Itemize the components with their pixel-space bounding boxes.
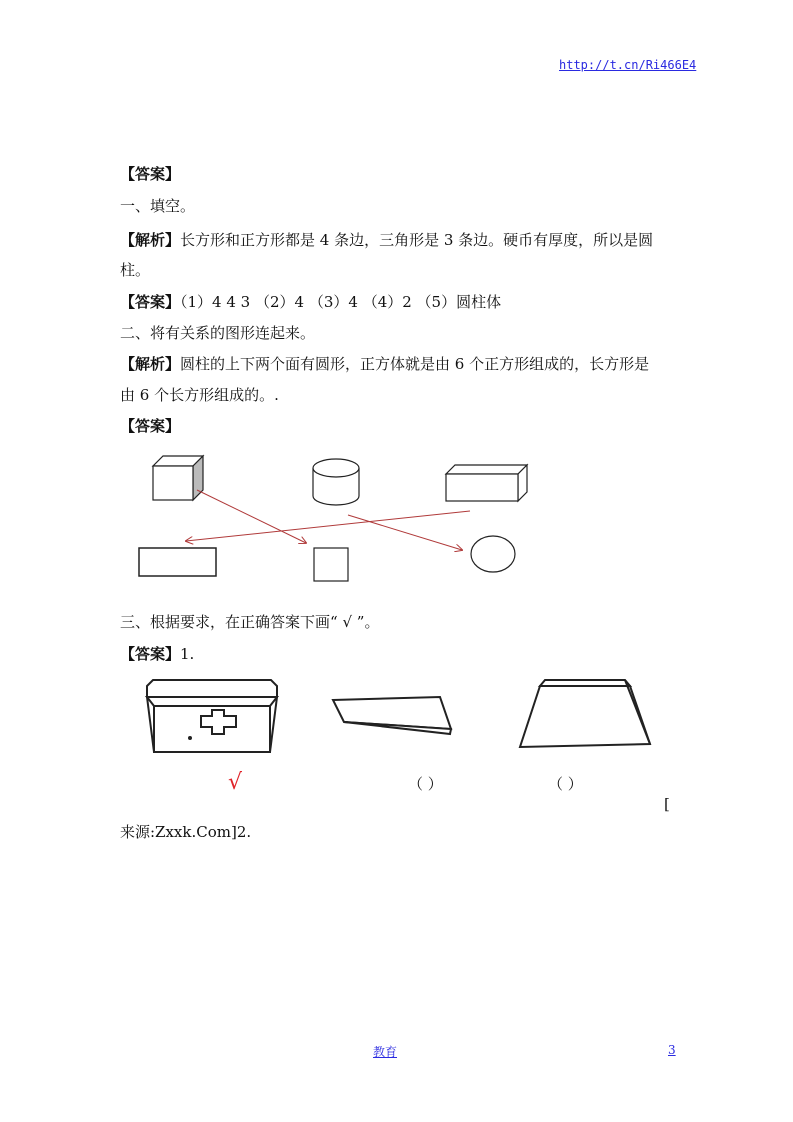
header-link[interactable]: http://t.cn/Ri466E4 [559,58,697,72]
answer-paren-middle: （ ） [408,775,443,793]
analysis-tag: 【解析】 [120,355,181,373]
medicine-box-shape [147,680,277,752]
analysis-text: 长方形和正方形都是 4 条边，三角形是 3 条边。硬币有厚度，所以是圆 [180,231,654,249]
title-part: “ √ ”。 [330,613,380,631]
answer-paren-right: （ ） [548,775,583,793]
trapezoid-prism-shape [520,680,650,747]
analysis-text: 圆柱的上下两个面有圆形，正方体就是由 6 个正方形组成的，长方形是 [180,355,650,373]
section2-analysis-cont: 由 6 个长方形组成的。. [120,386,279,404]
answer-number: 1. [180,645,195,663]
section1-analysis-cont: 柱。 [120,261,151,279]
title-part: 正 [240,613,256,631]
section1-title: 一、填空。 [120,197,196,215]
source-line: 来源:Zxxk.Com]2. [120,823,252,841]
answer-text: （1）4 4 3 （2）4 （3）4 （4）2 （5）圆柱体 [180,293,502,311]
title-part: 确答案下画 [255,613,331,631]
page-number[interactable]: 3 [668,1043,676,1057]
answer-heading: 【答案】 [120,165,181,183]
title-part: 三、根据要求，在 [120,613,241,631]
footer-link[interactable]: 教育 [373,1045,398,1059]
answer-tag: 【答案】 [120,293,181,311]
section2-title: 二、将有关系的图形连起来。 [120,324,316,342]
answer-tag: 【答案】 [120,645,181,663]
wedge-shape [333,697,451,734]
analysis-tag: 【解析】 [120,231,181,249]
check-mark: √ [228,770,243,795]
source-bracket: [ [664,795,670,813]
section2-answer-heading: 【答案】 [120,417,181,435]
